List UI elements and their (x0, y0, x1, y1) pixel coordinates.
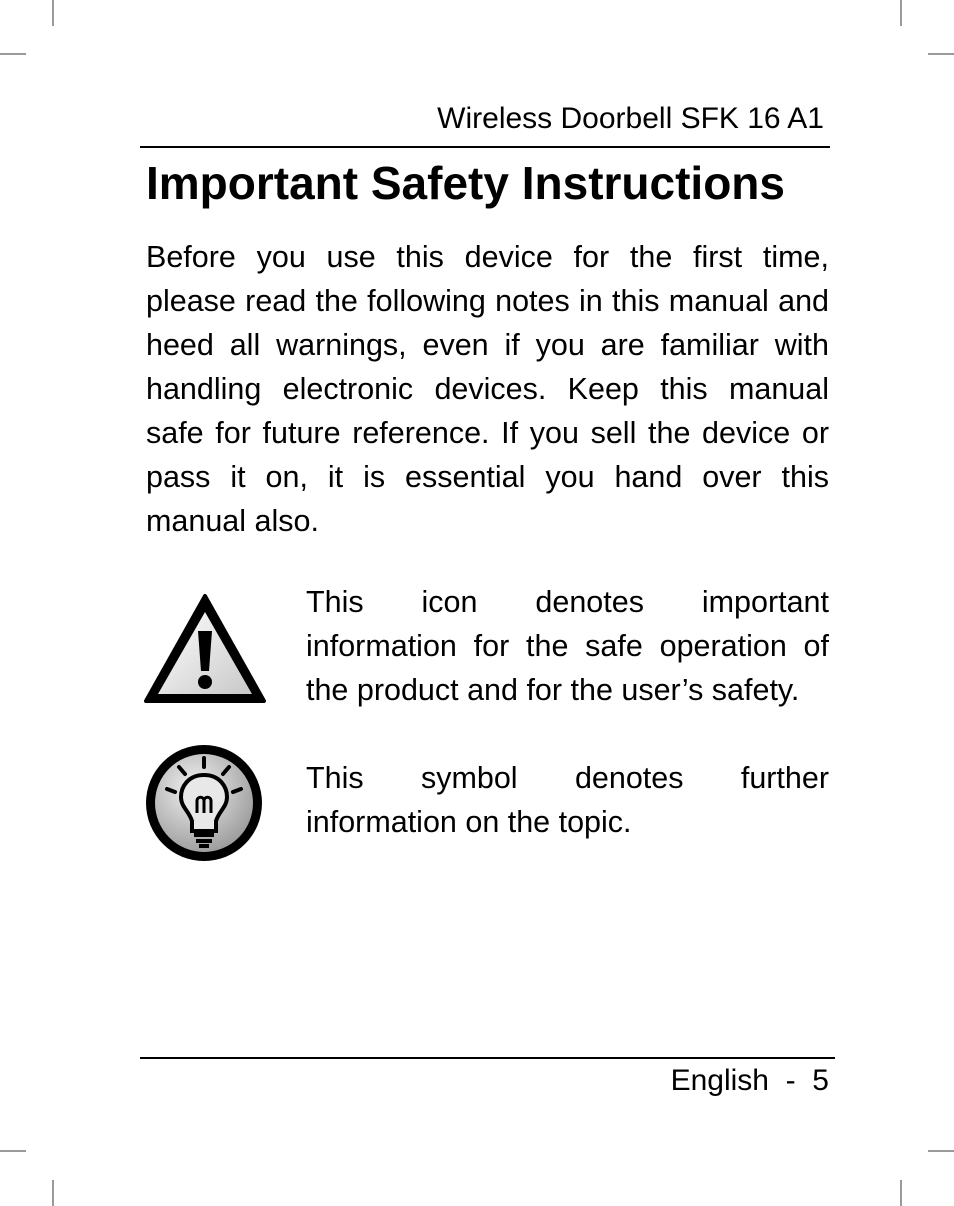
page-title: Important Safety Instructions (146, 157, 785, 209)
crop-mark-bottom-right-v (900, 1180, 902, 1206)
running-header: Wireless Doorbell SFK 16 A1 (437, 102, 824, 135)
page-number-footer: English - 5 (670, 1064, 829, 1097)
crop-mark-top-left-h (0, 53, 26, 55)
crop-mark-top-right-v (900, 0, 902, 26)
header-rule (140, 146, 830, 148)
warning-triangle-icon (143, 593, 267, 705)
crop-mark-top-right-h (928, 53, 954, 55)
tip-note-text: This symbol denotes further information on the topic. (306, 761, 829, 839)
crop-mark-bottom-left-v (52, 1180, 54, 1206)
intro-paragraph: Before you use this device for the first time, please read the following notes in this manual and heed all warnings, even if you are familiar with handling electronic devices. Keep this manual safe for future reference. If you sell the device or pass it on, it is essential you hand over this manual also. (146, 240, 829, 538)
crop-mark-bottom-right-h (928, 1150, 954, 1152)
footer-rule (140, 1057, 835, 1059)
warning-note-text: This icon denotes important information for the safe operation of the product and for the user’s safety. (306, 585, 829, 707)
crop-mark-top-left-v (52, 0, 54, 26)
lightbulb-tip-icon (143, 741, 267, 865)
crop-mark-bottom-left-h (0, 1150, 26, 1152)
